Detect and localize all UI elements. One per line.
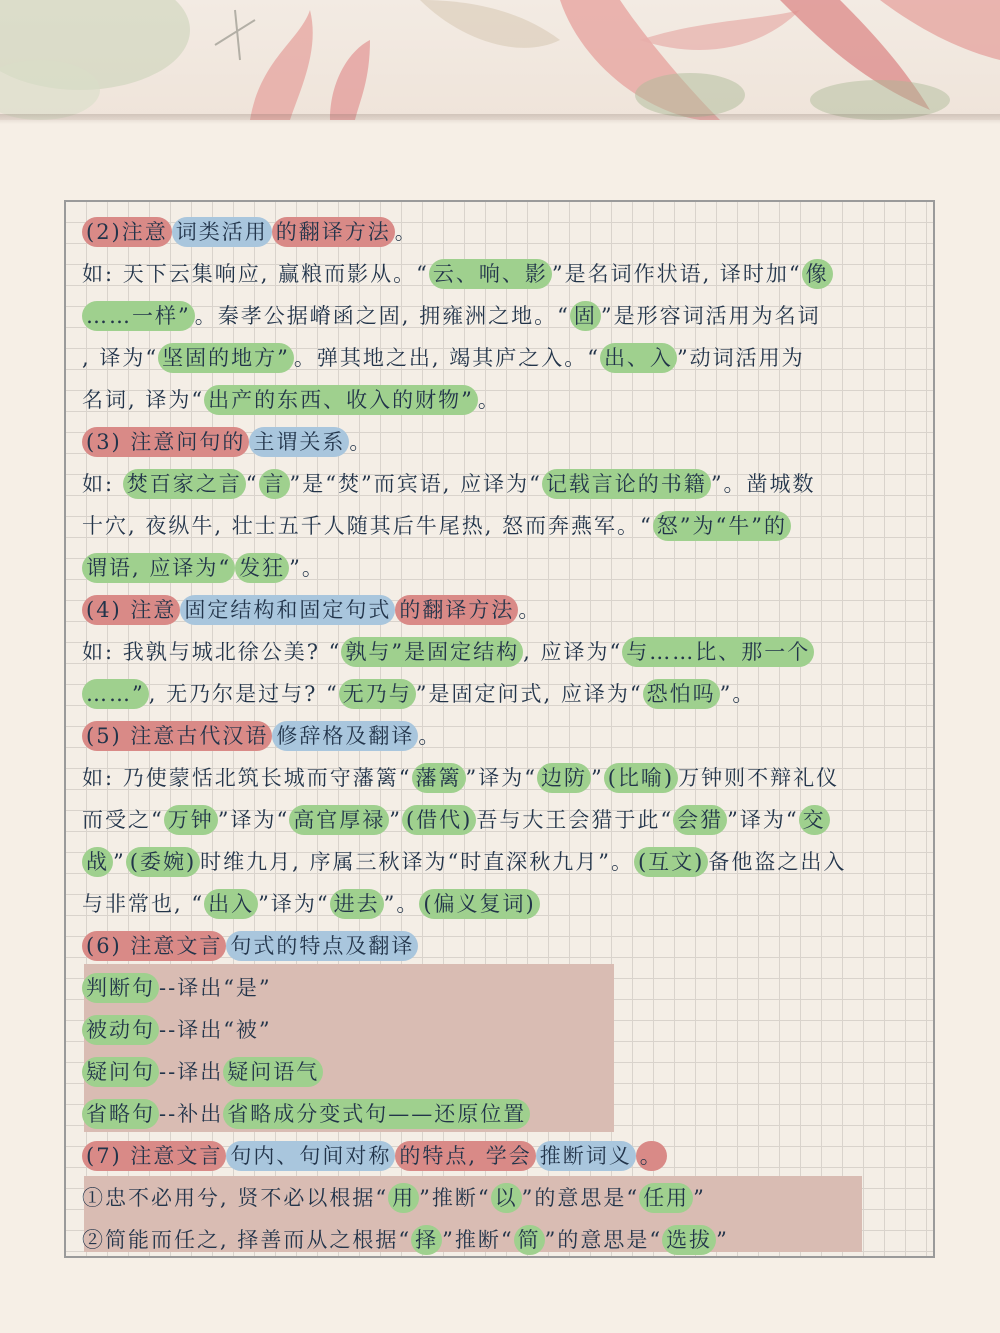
- header-shadow: [0, 114, 1000, 124]
- highlighted-text: 与……比、那一个: [622, 637, 814, 667]
- highlighted-text: 的特点, 学会: [395, 1141, 535, 1171]
- text-segment: ”是形容词活用为名词: [600, 304, 821, 328]
- highlighted-text: ……”: [82, 679, 149, 709]
- text-segment: ”: [113, 850, 126, 874]
- section-heading: [82, 421, 922, 463]
- highlighted-text: 言: [259, 469, 290, 499]
- highlighted-text: 择: [411, 1225, 442, 1255]
- text-segment: 。: [394, 220, 418, 244]
- text-segment: --译出“被”: [159, 1018, 272, 1042]
- highlighted-text: ……一样”: [82, 301, 195, 331]
- text-segment: --译出: [159, 1060, 224, 1084]
- text-segment: ”的意思是“: [544, 1228, 663, 1252]
- highlighted-text: 坚固的地方”: [158, 343, 294, 373]
- highlighted-text: 判断句: [82, 973, 159, 1003]
- note-line: [82, 1009, 922, 1051]
- highlighted-text: 像: [802, 259, 833, 289]
- text-segment: ”是名词作状语, 译时加“: [551, 262, 802, 286]
- highlighted-text: 选拔: [662, 1225, 716, 1255]
- highlighted-text: (3) 注意问句的: [82, 427, 249, 457]
- highlighted-text: 出产的东西、收入的财物”: [204, 385, 478, 415]
- highlighted-text: (委婉): [126, 847, 200, 877]
- text-segment: 时维九月, 序属三秋译为“时直深秋九月”。: [200, 850, 634, 874]
- text-segment: ①忠不必用兮, 贤不必以根据“: [82, 1186, 389, 1210]
- text-segment: 。: [477, 388, 501, 412]
- highlighted-text: 战: [82, 847, 113, 877]
- highlighted-text: 记载言论的书籍: [542, 469, 711, 499]
- highlighted-text: 词类活用: [172, 217, 272, 247]
- text-segment: “: [245, 472, 259, 496]
- highlighted-text: 句内、句间对称: [226, 1141, 395, 1171]
- text-segment: ”: [716, 1228, 729, 1252]
- text-segment: 名词, 译为“: [82, 388, 205, 412]
- highlighted-text: 会猎: [673, 805, 727, 835]
- text-segment: ”动词活用为: [676, 346, 805, 370]
- text-segment: ②简能而任之, 择善而从之根据“: [82, 1228, 412, 1252]
- text-segment: 。: [349, 430, 373, 454]
- highlighted-text: 出入: [204, 889, 258, 919]
- highlighted-text: 怒”为“牛”的: [653, 511, 791, 541]
- highlighted-text: 谓语, 应译为“: [82, 553, 235, 583]
- highlighted-text: 被动句: [82, 1015, 159, 1045]
- section-heading: [82, 1135, 922, 1177]
- section-heading: [82, 211, 922, 253]
- text-segment: 如: 我孰与城北徐公美? “: [82, 640, 342, 664]
- highlighted-text: 交: [799, 805, 830, 835]
- highlighted-text: 主谓关系: [249, 427, 349, 457]
- highlighted-text: 云、响、影: [429, 259, 552, 289]
- note-line: [82, 1219, 922, 1261]
- note-line: [82, 1051, 922, 1093]
- highlighted-text: 进去: [330, 889, 384, 919]
- highlighted-text: 焚百家之言: [123, 469, 246, 499]
- text-segment: ”: [693, 1186, 706, 1210]
- note-line: [82, 295, 922, 337]
- highlighted-text: (2)注意: [82, 217, 172, 247]
- highlighted-text: 高官厚禄: [289, 805, 389, 835]
- note-line: [82, 463, 922, 505]
- highlighted-text: 出、入: [600, 343, 677, 373]
- text-segment: 吾与大王会猎于此“: [476, 808, 674, 832]
- text-segment: 十穴, 夜纵牛, 壮士五千人随其后牛尾热, 怒而奔燕军。“: [82, 514, 653, 538]
- notes-content: [82, 211, 922, 1261]
- text-segment: 。秦孝公据嵴函之固, 拥雍洲之地。“: [194, 304, 570, 328]
- note-line: [82, 841, 922, 883]
- text-segment: ”: [389, 808, 402, 832]
- section-heading: [82, 589, 922, 631]
- text-segment: 与非常也, “: [82, 892, 205, 916]
- highlighted-text: 万钟: [164, 805, 218, 835]
- highlighted-text: 任用: [639, 1183, 693, 1213]
- highlighted-text: (借代): [402, 805, 476, 835]
- highlighted-text: 省略成分变式句——还原位置: [223, 1099, 530, 1129]
- highlighted-text: 疑问语气: [223, 1057, 323, 1087]
- text-segment: ”: [590, 766, 604, 790]
- text-segment: ”。凿城数: [710, 472, 816, 496]
- text-segment: --补出: [159, 1102, 224, 1126]
- text-segment: ”的意思是“: [521, 1186, 640, 1210]
- highlighted-text: 的翻译方法: [395, 595, 518, 625]
- text-segment: 如: 天下云集响应, 赢粮而影从。“: [82, 262, 429, 286]
- text-segment: ”。: [383, 892, 420, 916]
- text-segment: 。: [518, 598, 542, 622]
- highlighted-text: 孰与”是固定结构: [341, 637, 523, 667]
- highlighted-text: 简: [514, 1225, 545, 1255]
- highlighted-text: 推断词义: [536, 1141, 636, 1171]
- highlighted-text: (比喻): [604, 763, 678, 793]
- text-segment: ”译为“: [727, 808, 799, 832]
- note-line: [82, 547, 922, 589]
- highlighted-text: (4) 注意: [82, 595, 180, 625]
- note-line: [82, 505, 922, 547]
- note-line: [82, 799, 922, 841]
- note-line: [82, 967, 922, 1009]
- text-segment: --译出“是”: [159, 976, 272, 1000]
- text-segment: 万钟则不辩礼仪: [678, 766, 840, 790]
- highlighted-text: 用: [388, 1183, 419, 1213]
- flower-illustration: [0, 0, 1000, 120]
- text-segment: ”推断“: [419, 1186, 491, 1210]
- text-segment: ”是固定问式, 应译为“: [415, 682, 643, 706]
- highlighted-text: 固定结构和固定句式: [180, 595, 395, 625]
- text-segment: ”译为“: [258, 892, 330, 916]
- text-segment: 如: 乃使蒙恬北筑长城而守藩篱“: [82, 766, 412, 790]
- highlighted-text: 疑问句: [82, 1057, 159, 1087]
- highlighted-text: 边防: [537, 763, 591, 793]
- floral-header-banner: [0, 0, 1000, 120]
- note-line: [82, 757, 922, 799]
- text-segment: , 无乃尔是过与? “: [148, 682, 339, 706]
- section-heading: [82, 715, 922, 757]
- note-line: [82, 379, 922, 421]
- text-segment: 如:: [82, 472, 123, 496]
- highlighted-text: 藩篱: [412, 763, 466, 793]
- highlighted-text: 无乃与: [339, 679, 416, 709]
- highlighted-text: 以: [491, 1183, 522, 1213]
- highlighted-text: 修辞格及翻译: [272, 721, 418, 751]
- text-segment: 。: [418, 724, 442, 748]
- note-line: [82, 883, 922, 925]
- text-segment: 而受之“: [82, 808, 164, 832]
- highlighted-text: 发狂: [235, 553, 289, 583]
- note-line: [82, 337, 922, 379]
- highlighted-text: (互文): [634, 847, 708, 877]
- note-line: [82, 253, 922, 295]
- section-heading: [82, 925, 922, 967]
- text-segment: 备他盗之出入: [708, 850, 847, 874]
- highlighted-text: (偏义复词): [419, 889, 539, 919]
- text-segment: , 应译为“: [523, 640, 623, 664]
- note-line: [82, 673, 922, 715]
- note-line: [82, 631, 922, 673]
- highlighted-text: (7) 注意文言: [82, 1141, 226, 1171]
- highlighted-text: (6) 注意文言: [82, 931, 226, 961]
- text-segment: ”是“焚”而宾语, 应译为“: [289, 472, 542, 496]
- text-segment: 。弹其地之出, 竭其庐之入。“: [293, 346, 600, 370]
- highlighted-text: 固: [570, 301, 601, 331]
- highlighted-text: 省略句: [82, 1099, 159, 1129]
- note-line: [82, 1093, 922, 1135]
- text-segment: ”推断“: [442, 1228, 514, 1252]
- note-line: [82, 1177, 922, 1219]
- highlighted-text: 句式的特点及翻译: [226, 931, 418, 961]
- highlighted-text: 。: [636, 1141, 667, 1171]
- highlighted-text: (5) 注意古代汉语: [82, 721, 272, 751]
- highlighted-text: 的翻译方法: [272, 217, 395, 247]
- text-segment: ”。: [289, 556, 325, 580]
- highlighted-text: 恐怕吗: [643, 679, 720, 709]
- text-segment: , 译为“: [82, 346, 159, 370]
- text-segment: ”译为“: [217, 808, 290, 832]
- text-segment: ”译为“: [465, 766, 537, 790]
- text-segment: ”。: [719, 682, 756, 706]
